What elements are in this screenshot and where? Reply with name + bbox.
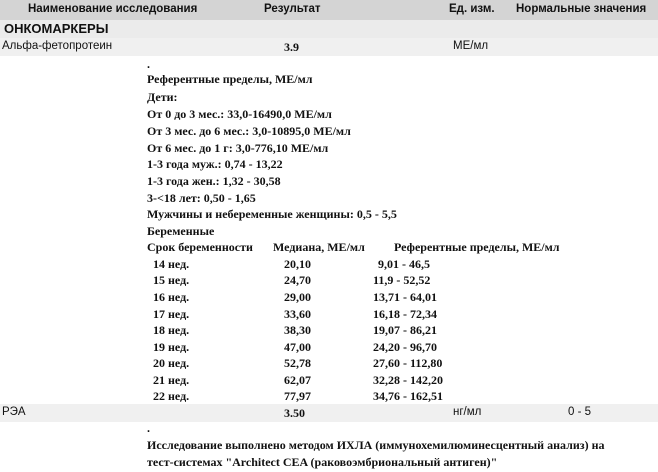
ref-line: От 6 мес. до 1 г: 3,0-776,10 МЕ/мл — [147, 141, 329, 155]
preg-median: 29,00 — [284, 290, 311, 304]
table-row — [0, 373, 658, 390]
preg-header-ref: Референтные пределы, МЕ/мл — [394, 240, 560, 254]
test-norm: 0 - 5 — [568, 406, 592, 418]
preg-median: 47,00 — [284, 340, 311, 354]
preg-ref: 24,20 - 96,70 — [373, 340, 437, 354]
header-unit: Ед. изм. — [449, 3, 495, 15]
preg-ref: 32,28 - 142,20 — [373, 373, 443, 387]
preg-week: 15 нед. — [153, 273, 190, 287]
test-unit: нг/мл — [453, 406, 482, 418]
preg-median: 24,70 — [284, 273, 311, 287]
preg-median: 77,97 — [284, 389, 311, 403]
test-name: Альфа-фетопротеин — [2, 40, 113, 52]
section-title: ОНКОМАРКЕРЫ — [4, 21, 109, 36]
test-unit: МЕ/мл — [453, 40, 489, 52]
note-dot: . — [147, 57, 150, 71]
ref-line: От 3 мес. до 6 мес.: 3,0-10895,0 МЕ/мл — [147, 124, 351, 138]
method-line: тест-системах "Architect CEA (раковоэмбриональный антиген)" — [147, 455, 498, 469]
header-result: Результат — [264, 3, 321, 15]
preg-week: 14 нед. — [153, 257, 190, 271]
preg-ref: 13,71 - 64,01 — [373, 290, 437, 304]
preg-ref: 16,18 - 72,34 — [373, 307, 437, 321]
preg-week: 22 нед. — [153, 389, 190, 403]
children-label: Дети: — [147, 90, 178, 104]
preg-median: 20,10 — [284, 257, 311, 271]
preg-week: 19 нед. — [153, 340, 190, 354]
preg-median: 38,30 — [284, 323, 311, 337]
table-row — [0, 356, 658, 373]
test-result: 3.9 — [284, 40, 299, 54]
ref-line: 3-<18 лет: 0,50 - 1,65 — [147, 191, 256, 205]
method-line: Исследование выполнено методом ИХЛА (иммунохемилюминесцентный анализ) на — [147, 438, 605, 452]
note-dot: . — [147, 421, 150, 435]
preg-ref: 34,76 - 162,51 — [373, 389, 443, 403]
section-heading — [0, 20, 658, 38]
ref-line: 1-3 года жен.: 1,32 - 30,58 — [147, 174, 281, 188]
preg-median: 52,78 — [284, 356, 311, 370]
ref-line-adults: Мужчины и небеременные женщины: 0,5 - 5,5 — [147, 207, 397, 221]
preg-week: 18 нед. — [153, 323, 190, 337]
preg-ref: 9,01 - 46,5 — [378, 257, 430, 271]
preg-ref: 19,07 - 86,21 — [373, 323, 437, 337]
ref-title: Референтные пределы, МЕ/мл — [147, 72, 313, 86]
result-row-afp — [0, 38, 658, 56]
table-row — [0, 323, 658, 340]
preg-week: 20 нед. — [153, 356, 190, 370]
table-row — [0, 340, 658, 357]
table-row — [0, 257, 658, 274]
pregnant-label: Беременные — [147, 224, 215, 238]
preg-median: 62,07 — [284, 373, 311, 387]
preg-week: 16 нед. — [153, 290, 190, 304]
table-row — [0, 273, 658, 290]
ref-line: 1-3 года муж.: 0,74 - 13,22 — [147, 157, 283, 171]
ref-line: От 0 до 3 мес.: 33,0-16490,0 МЕ/мл — [147, 107, 332, 121]
preg-ref: 11,9 - 52,52 — [373, 273, 431, 287]
preg-ref: 27,60 - 112,80 — [373, 356, 443, 370]
table-row — [0, 307, 658, 324]
test-result: 3.50 — [284, 406, 305, 420]
header-name: Наименование исследования — [28, 3, 198, 15]
preg-header-term: Срок беременности — [147, 240, 253, 254]
result-row-rea — [0, 404, 658, 422]
header-norm: Нормальные значения — [516, 3, 647, 15]
preg-week: 17 нед. — [153, 307, 190, 321]
preg-header-median: Медиана, МЕ/мл — [273, 240, 365, 254]
table-row — [0, 290, 658, 307]
table-header — [0, 0, 658, 20]
test-name: РЭА — [2, 406, 26, 418]
preg-week: 21 нед. — [153, 373, 190, 387]
preg-median: 33,60 — [284, 307, 311, 321]
